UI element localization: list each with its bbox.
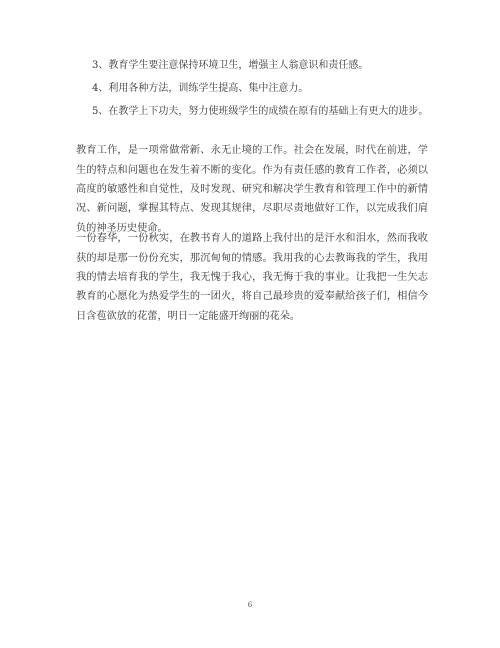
body-paragraph: 一份春华，一份秋实，在教书育人的道路上我付出的是汗水和泪水，然而我收获的却是那一份份充实，那沉甸甸的情感。我用我的心去教诲我的学生，我用我的情去培育我的学生，我无愧于我心，我无悔于我的事业。让我把一生矢志教育的心愿化为热爱学生的一团火，将自己最珍贵的爱奉献给孩子们，相信今日含苞欲放的花蕾，明日一定能盛开绚丽的花朵。	[76, 233, 428, 322]
page-number: 6	[247, 601, 253, 609]
numbered-list	[92, 60, 452, 129]
list-item: 4、利用各种方法，训练学生提高、集中注意力。	[92, 83, 309, 94]
body-paragraph: 教育工作，是一项常做常新、永无止境的工作。社会在发展，时代在前进，学生的特点和问题也在发生着不断的变化。作为有责任感的教育工作者，必须以高度的敏感性和自觉性，及时发现、研究和解决学生教育和管理工作中的新情况、新问题，掌握其特点、发现其规律，尽职尽责地做好工作，以完成我们肩负的神圣历史使命。	[76, 145, 428, 234]
list-item: 5、在教学上下功夫，努力使班级学生的成绩在原有的基础上有更大的进步。	[92, 106, 429, 117]
list-item: 3、教育学生要注意保持环境卫生，增强主人翁意识和责任感。	[92, 60, 369, 71]
